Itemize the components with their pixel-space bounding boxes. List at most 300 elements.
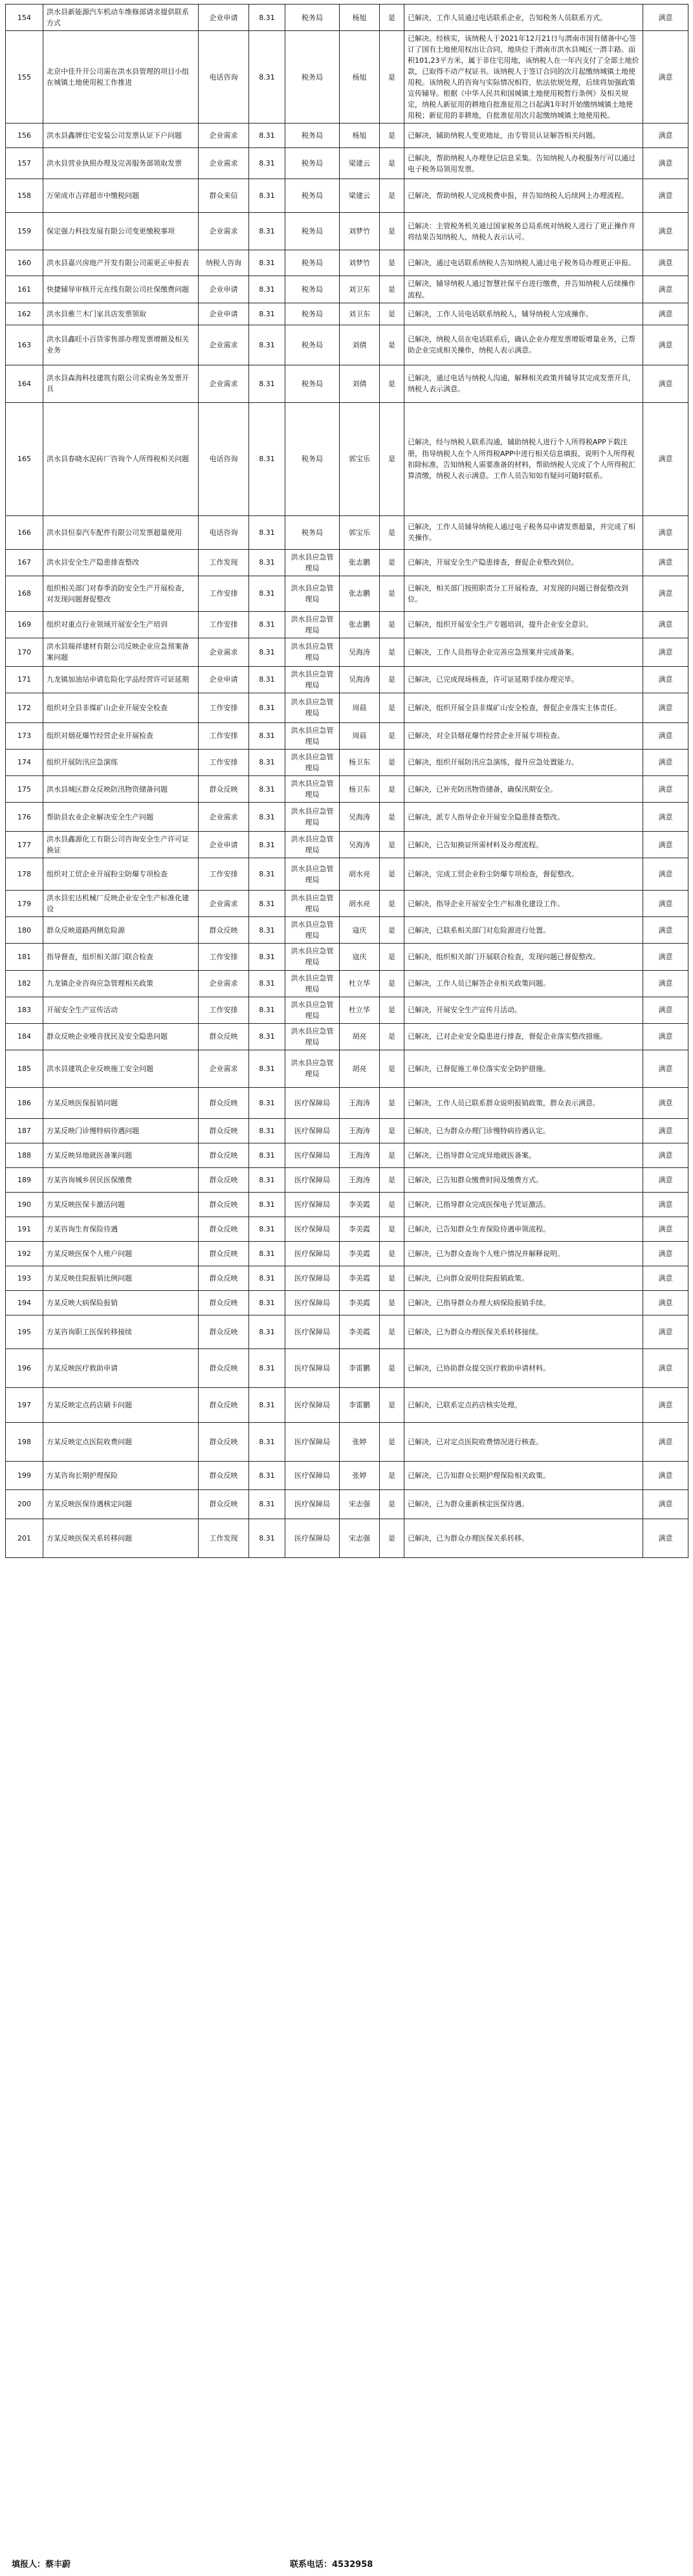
resolution-text: 已解决，组织开展防汛应急演练，提升应急处置能力。	[404, 749, 643, 775]
satisfaction: 满意	[643, 832, 688, 858]
table-body	[6, 5, 688, 1558]
completed-flag: 是	[380, 970, 404, 997]
row-number: 159	[6, 213, 43, 250]
issue-text: 洪水县恒泰汽车配件有限公司发票超量使用	[43, 515, 199, 549]
department: 洪水县应急管理局	[285, 666, 340, 693]
completed-flag: 是	[380, 1241, 404, 1266]
resolution-text: 已解决，已为群众查询个人账户情况并解释说明。	[404, 1241, 643, 1266]
date: 8.31	[249, 576, 285, 611]
date: 8.31	[249, 693, 285, 722]
issue-text: 洪水县鑫源化工有限公司咨询安全生产许可证换证	[43, 832, 199, 858]
handler: 杜立华	[340, 970, 380, 997]
resolution-text: 已解决，已联系相关部门对危险源进行处置。	[404, 917, 643, 944]
department: 税务局	[285, 5, 340, 31]
source-type: 企业需求	[199, 148, 249, 179]
completed-flag: 是	[380, 325, 404, 365]
source-type: 工作安排	[199, 858, 249, 891]
handler: 李美霞	[340, 1315, 380, 1348]
table-row	[6, 722, 688, 749]
satisfaction: 满意	[643, 1290, 688, 1315]
row-number: 195	[6, 1315, 43, 1348]
department: 税务局	[285, 276, 340, 303]
satisfaction: 满意	[643, 1315, 688, 1348]
department: 洪水县应急管理局	[285, 576, 340, 611]
resolution-text: 已解决，已为群众办理医保关系转移。	[404, 1519, 643, 1557]
footer	[12, 2557, 685, 2570]
row-number: 171	[6, 666, 43, 693]
table-row	[6, 325, 688, 365]
date: 8.31	[249, 1461, 285, 1489]
row-number: 187	[6, 1118, 43, 1143]
resolution-text: 已解决，已督促施工单位落实安全防护措施。	[404, 1050, 643, 1087]
date: 8.31	[249, 1241, 285, 1266]
row-number: 156	[6, 124, 43, 148]
table-row	[6, 1050, 688, 1087]
completed-flag: 是	[380, 1519, 404, 1557]
completed-flag: 是	[380, 148, 404, 179]
row-number: 157	[6, 148, 43, 179]
handler: 胡亮	[340, 1023, 380, 1050]
department: 洪水县应急管理局	[285, 693, 340, 722]
date: 8.31	[249, 1023, 285, 1050]
satisfaction: 满意	[643, 776, 688, 803]
issue-text: 洪水县营业执照办理及完善服务部领取发票	[43, 148, 199, 179]
completed-flag: 是	[380, 997, 404, 1023]
department: 洪水县应急管理局	[285, 1050, 340, 1087]
handler: 刘梦竹	[340, 250, 380, 276]
row-number: 184	[6, 1023, 43, 1050]
department: 洪水县应急管理局	[285, 611, 340, 638]
completed-flag: 是	[380, 515, 404, 549]
handler: 胡亮	[340, 1050, 380, 1087]
handler: 李美霞	[340, 1266, 380, 1290]
department: 洪水县应急管理局	[285, 970, 340, 997]
department: 税务局	[285, 515, 340, 549]
issue-text: 方某反映医疗救助申请	[43, 1348, 199, 1387]
completed-flag: 是	[380, 1315, 404, 1348]
handler: 吴海涛	[340, 666, 380, 693]
resolution-text: 已解决，辅导纳税人通过智慧社保平台进行缴费，并告知纳税人后续操作流程。	[404, 276, 643, 303]
source-type: 工作安排	[199, 576, 249, 611]
completed-flag: 是	[380, 303, 404, 325]
row-number: 191	[6, 1217, 43, 1241]
issue-text: 组织相关部门对春季消防安全生产开展检查，对发现问题督促整改	[43, 576, 199, 611]
department: 税务局	[285, 325, 340, 365]
completed-flag: 是	[380, 776, 404, 803]
row-number: 197	[6, 1387, 43, 1422]
date: 8.31	[249, 31, 285, 124]
date: 8.31	[249, 1143, 285, 1167]
date: 8.31	[249, 325, 285, 365]
completed-flag: 是	[380, 1217, 404, 1241]
table-row	[6, 1192, 688, 1217]
completed-flag: 是	[380, 213, 404, 250]
table-row	[6, 858, 688, 891]
table-row	[6, 970, 688, 997]
resolution-text: 已解决，组织开展安全生产专题培训，提升企业安全意识。	[404, 611, 643, 638]
row-number: 194	[6, 1290, 43, 1315]
satisfaction: 满意	[643, 250, 688, 276]
source-type: 群众反映	[199, 1192, 249, 1217]
resolution-text: 已解决，工作人员电话联系纳税人，辅导纳税人完成操作。	[404, 303, 643, 325]
completed-flag: 是	[380, 549, 404, 576]
issue-text: 洪水县嘉兴房地产开发有限公司需更正申报表	[43, 250, 199, 276]
table-row	[6, 31, 688, 124]
reporter-label: 填报人：蔡丰蔚	[12, 2560, 71, 2570]
resolution-text: 已解决，已联系定点药店核实处理。	[404, 1387, 643, 1422]
row-number: 175	[6, 776, 43, 803]
table-row	[6, 1087, 688, 1118]
completed-flag: 是	[380, 250, 404, 276]
resolution-text: 已解决，已为群众办理医保关系转移接续。	[404, 1315, 643, 1348]
date: 8.31	[249, 365, 285, 402]
source-type: 群众反映	[199, 1143, 249, 1167]
report-table	[5, 4, 688, 1558]
table-row	[6, 1387, 688, 1422]
department: 洪水县应急管理局	[285, 858, 340, 891]
department: 洪水县应急管理局	[285, 749, 340, 775]
department: 洪水县应急管理局	[285, 803, 340, 832]
handler: 李雷鹏	[340, 1387, 380, 1422]
handler: 胡水亮	[340, 891, 380, 917]
table-row	[6, 611, 688, 638]
issue-text: 洪水县城区群众反映防汛物资储备问题	[43, 776, 199, 803]
table-row	[6, 1241, 688, 1266]
resolution-text: 已解决：主管税务机关通过国家税务总局系统对纳税人进行了更正操作并将结果告知纳税人，纳税人表示认可。	[404, 213, 643, 250]
source-type: 电话咨询	[199, 515, 249, 549]
date: 8.31	[249, 549, 285, 576]
resolution-text: 已解决，对全县烟花爆竹经营企业开展专项检查。	[404, 722, 643, 749]
issue-text: 方某咨询生育保险待遇	[43, 1217, 199, 1241]
completed-flag: 是	[380, 1489, 404, 1519]
date: 8.31	[249, 179, 285, 213]
issue-text: 方某咨询长期护理保险	[43, 1461, 199, 1489]
source-type: 群众反映	[199, 1241, 249, 1266]
completed-flag: 是	[380, 1087, 404, 1118]
handler: 李雷鹏	[340, 1348, 380, 1387]
completed-flag: 是	[380, 722, 404, 749]
department: 医疗保障局	[285, 1143, 340, 1167]
source-type: 企业需求	[199, 891, 249, 917]
table-row	[6, 576, 688, 611]
table-row	[6, 944, 688, 970]
handler: 张志鹏	[340, 611, 380, 638]
completed-flag: 是	[380, 1192, 404, 1217]
row-number: 162	[6, 303, 43, 325]
table-row	[6, 276, 688, 303]
handler: 刘卫东	[340, 303, 380, 325]
satisfaction: 满意	[643, 1387, 688, 1422]
date: 8.31	[249, 832, 285, 858]
resolution-text: 已解决，派专人指导企业开展安全隐患排查整改。	[404, 803, 643, 832]
source-type: 企业申请	[199, 832, 249, 858]
date: 8.31	[249, 1118, 285, 1143]
department: 洪水县应急管理局	[285, 722, 340, 749]
date: 8.31	[249, 1192, 285, 1217]
department: 医疗保障局	[285, 1519, 340, 1557]
row-number: 170	[6, 638, 43, 666]
row-number: 190	[6, 1192, 43, 1217]
resolution-text: 已解决，通过电话联系纳税人告知纳税人通过电子税务局办理更正申报。	[404, 250, 643, 276]
issue-text: 方某反映定点药店刷卡问题	[43, 1387, 199, 1422]
issue-text: 方某咨询城乡居民医保缴费	[43, 1167, 199, 1192]
handler: 杨卫东	[340, 749, 380, 775]
satisfaction: 满意	[643, 213, 688, 250]
date: 8.31	[249, 250, 285, 276]
department: 医疗保障局	[285, 1241, 340, 1266]
source-type: 纳税人咨询	[199, 250, 249, 276]
department: 税务局	[285, 148, 340, 179]
department: 税务局	[285, 250, 340, 276]
resolution-text: 已解决，已完成现场核查，许可证延期手续办理完毕。	[404, 666, 643, 693]
completed-flag: 是	[380, 276, 404, 303]
department: 洪水县应急管理局	[285, 891, 340, 917]
date: 8.31	[249, 1087, 285, 1118]
satisfaction: 满意	[643, 515, 688, 549]
table-row	[6, 1266, 688, 1290]
handler: 郭宝乐	[340, 515, 380, 549]
issue-text: 北京中佳升开公司需在洪水县管理的项目小组在城镇土地使用税工作推进	[43, 31, 199, 124]
issue-text: 组织对全县非煤矿山企业开展安全检查	[43, 693, 199, 722]
row-number: 165	[6, 402, 43, 515]
department: 洪水县应急管理局	[285, 832, 340, 858]
department: 税务局	[285, 365, 340, 402]
handler: 杨卫东	[340, 776, 380, 803]
row-number: 158	[6, 179, 43, 213]
handler: 张婷	[340, 1461, 380, 1489]
completed-flag: 是	[380, 402, 404, 515]
completed-flag: 是	[380, 832, 404, 858]
department: 医疗保障局	[285, 1266, 340, 1290]
completed-flag: 是	[380, 179, 404, 213]
date: 8.31	[249, 1167, 285, 1192]
date: 8.31	[249, 1290, 285, 1315]
handler: 张志鹏	[340, 549, 380, 576]
issue-text: 洪水县森海科技建筑有限公司采购业务发票开具	[43, 365, 199, 402]
row-number: 169	[6, 611, 43, 638]
issue-text: 方某反映定点医院收费问题	[43, 1422, 199, 1461]
satisfaction: 满意	[643, 303, 688, 325]
completed-flag: 是	[380, 1422, 404, 1461]
row-number: 182	[6, 970, 43, 997]
department: 医疗保障局	[285, 1348, 340, 1387]
date: 8.31	[249, 722, 285, 749]
source-type: 工作安排	[199, 611, 249, 638]
completed-flag: 是	[380, 749, 404, 775]
row-number: 196	[6, 1348, 43, 1387]
source-type: 企业需求	[199, 325, 249, 365]
issue-text: 万荣成市吉祥超市中缴税问题	[43, 179, 199, 213]
resolution-text: 已解决，开展安全生产宣传月活动。	[404, 997, 643, 1023]
handler: 王海涛	[340, 1167, 380, 1192]
date: 8.31	[249, 1266, 285, 1290]
source-type: 工作安排	[199, 722, 249, 749]
date: 8.31	[249, 638, 285, 666]
satisfaction: 满意	[643, 1118, 688, 1143]
satisfaction: 满意	[643, 666, 688, 693]
source-type: 群众反映	[199, 1489, 249, 1519]
satisfaction: 满意	[643, 891, 688, 917]
issue-text: 群众反映企业噪音扰民及安全隐患问题	[43, 1023, 199, 1050]
row-number: 188	[6, 1143, 43, 1167]
table-row	[6, 891, 688, 917]
row-number: 155	[6, 31, 43, 124]
resolution-text: 已解决，帮助纳税人完成税费申报，并告知纳税人后续网上办理流程。	[404, 179, 643, 213]
issue-text: 九龙镇企业咨询应急管理相关政策	[43, 970, 199, 997]
satisfaction: 满意	[643, 1087, 688, 1118]
date: 8.31	[249, 666, 285, 693]
satisfaction: 满意	[643, 325, 688, 365]
date: 8.31	[249, 1422, 285, 1461]
resolution-text: 已解决，工作人员已解答企业相关政策问题。	[404, 970, 643, 997]
satisfaction: 满意	[643, 549, 688, 576]
satisfaction: 满意	[643, 1266, 688, 1290]
table-row	[6, 1290, 688, 1315]
resolution-text: 已解决，已指导群众完成医保电子凭证激活。	[404, 1192, 643, 1217]
handler: 王海涛	[340, 1143, 380, 1167]
date: 8.31	[249, 213, 285, 250]
issue-text: 洪水县春晓水泥砖厂咨询个人所得税相关问题	[43, 402, 199, 515]
date: 8.31	[249, 891, 285, 917]
table-row	[6, 303, 688, 325]
table-row	[6, 1217, 688, 1241]
satisfaction: 满意	[643, 693, 688, 722]
completed-flag: 是	[380, 1290, 404, 1315]
row-number: 198	[6, 1422, 43, 1461]
table-row	[6, 549, 688, 576]
handler: 刘梦竹	[340, 213, 380, 250]
resolution-text: 已解决，工作人员辅导纳税人通过电子税务局申请发票超量，并完成了相关操作。	[404, 515, 643, 549]
handler: 李美霞	[340, 1241, 380, 1266]
satisfaction: 满意	[643, 1192, 688, 1217]
source-type: 群众反映	[199, 1290, 249, 1315]
source-type: 群众反映	[199, 1118, 249, 1143]
source-type: 工作安排	[199, 693, 249, 722]
table-row	[6, 213, 688, 250]
handler: 李美霞	[340, 1217, 380, 1241]
resolution-text: 已解决，已对企业安全隐患进行排查，督促企业落实整改措施。	[404, 1023, 643, 1050]
table-row	[6, 1519, 688, 1557]
resolution-text: 已解决，已为群众重新核定医保待遇。	[404, 1489, 643, 1519]
source-type: 群众反映	[199, 1087, 249, 1118]
completed-flag: 是	[380, 1266, 404, 1290]
department: 医疗保障局	[285, 1422, 340, 1461]
date: 8.31	[249, 1315, 285, 1348]
resolution-text: 已解决，相关部门按照职责分工开展检查，对发现的问题已督促整改到位。	[404, 576, 643, 611]
satisfaction: 满意	[643, 803, 688, 832]
department: 税务局	[285, 303, 340, 325]
handler: 李美霞	[340, 1192, 380, 1217]
table-row	[6, 832, 688, 858]
handler: 胡水亮	[340, 858, 380, 891]
satisfaction: 满意	[643, 179, 688, 213]
department: 洪水县应急管理局	[285, 776, 340, 803]
satisfaction: 满意	[643, 1023, 688, 1050]
row-number: 180	[6, 917, 43, 944]
issue-text: 洪水县新能源汽车机动车维修部请求提供联系方式	[43, 5, 199, 31]
completed-flag: 是	[380, 1167, 404, 1192]
source-type: 群众反映	[199, 1217, 249, 1241]
date: 8.31	[249, 1387, 285, 1422]
department: 医疗保障局	[285, 1315, 340, 1348]
completed-flag: 是	[380, 1387, 404, 1422]
handler: 刘卫东	[340, 276, 380, 303]
department: 洪水县应急管理局	[285, 1023, 340, 1050]
table-row	[6, 1118, 688, 1143]
date: 8.31	[249, 1217, 285, 1241]
source-type: 工作发现	[199, 549, 249, 576]
row-number: 185	[6, 1050, 43, 1087]
completed-flag: 是	[380, 944, 404, 970]
row-number: 167	[6, 549, 43, 576]
satisfaction: 满意	[643, 1348, 688, 1387]
row-number: 189	[6, 1167, 43, 1192]
date: 8.31	[249, 402, 285, 515]
row-number: 176	[6, 803, 43, 832]
source-type: 工作安排	[199, 749, 249, 775]
issue-text: 方某反映医保待遇核定问题	[43, 1489, 199, 1519]
date: 8.31	[249, 1348, 285, 1387]
handler: 李美霞	[340, 1290, 380, 1315]
satisfaction: 满意	[643, 722, 688, 749]
satisfaction: 满意	[643, 1167, 688, 1192]
issue-text: 方某反映医保关系转移问题	[43, 1519, 199, 1557]
department: 医疗保障局	[285, 1192, 340, 1217]
issue-text: 方某反映异地就医备案问题	[43, 1143, 199, 1167]
resolution-text: 已解决，纳税人员在电话联系后，确认企业办理发票增版增量业务，已帮助企业完成相关操作，纳税人表示满意。	[404, 325, 643, 365]
source-type: 群众反映	[199, 1422, 249, 1461]
resolution-text: 已解决，组织相关部门开展联合检查，发现问题已督促整改。	[404, 944, 643, 970]
completed-flag: 是	[380, 1461, 404, 1489]
date: 8.31	[249, 1489, 285, 1519]
source-type: 群众反映	[199, 1348, 249, 1387]
phone-label: 联系电话：4532958	[290, 2560, 373, 2570]
handler: 杜立华	[340, 997, 380, 1023]
department: 医疗保障局	[285, 1217, 340, 1241]
date: 8.31	[249, 1519, 285, 1557]
satisfaction: 满意	[643, 402, 688, 515]
table-row	[6, 1422, 688, 1461]
resolution-text: 已解决，已协助群众提交医疗救助申请材料。	[404, 1348, 643, 1387]
handler: 杨旭	[340, 31, 380, 124]
satisfaction: 满意	[643, 1461, 688, 1489]
satisfaction: 满意	[643, 944, 688, 970]
satisfaction: 满意	[643, 858, 688, 891]
issue-text: 方某反映大病保险报销	[43, 1290, 199, 1315]
issue-text: 方某咨询职工医保转移接续	[43, 1315, 199, 1348]
completed-flag: 是	[380, 638, 404, 666]
resolution-text: 已解决，帮助纳税人办理登记信息采集。告知纳税人办税服务厅可以通过电子税务局领用发票。	[404, 148, 643, 179]
satisfaction: 满意	[643, 611, 688, 638]
department: 税务局	[285, 124, 340, 148]
date: 8.31	[249, 124, 285, 148]
source-type: 工作发现	[199, 1519, 249, 1557]
issue-text: 开展安全生产宣传活动	[43, 997, 199, 1023]
issue-text: 帮助县农业企业解决安全生产问题	[43, 803, 199, 832]
source-type: 企业申请	[199, 5, 249, 31]
table-row	[6, 917, 688, 944]
row-number: 166	[6, 515, 43, 549]
resolution-text: 已解决，已补充防汛物资储备，确保汛期安全。	[404, 776, 643, 803]
completed-flag: 是	[380, 891, 404, 917]
satisfaction: 满意	[643, 997, 688, 1023]
handler: 王海涛	[340, 1087, 380, 1118]
satisfaction: 满意	[643, 31, 688, 124]
table-row	[6, 1461, 688, 1489]
source-type: 群众反映	[199, 776, 249, 803]
department: 医疗保障局	[285, 1387, 340, 1422]
table-row	[6, 5, 688, 31]
